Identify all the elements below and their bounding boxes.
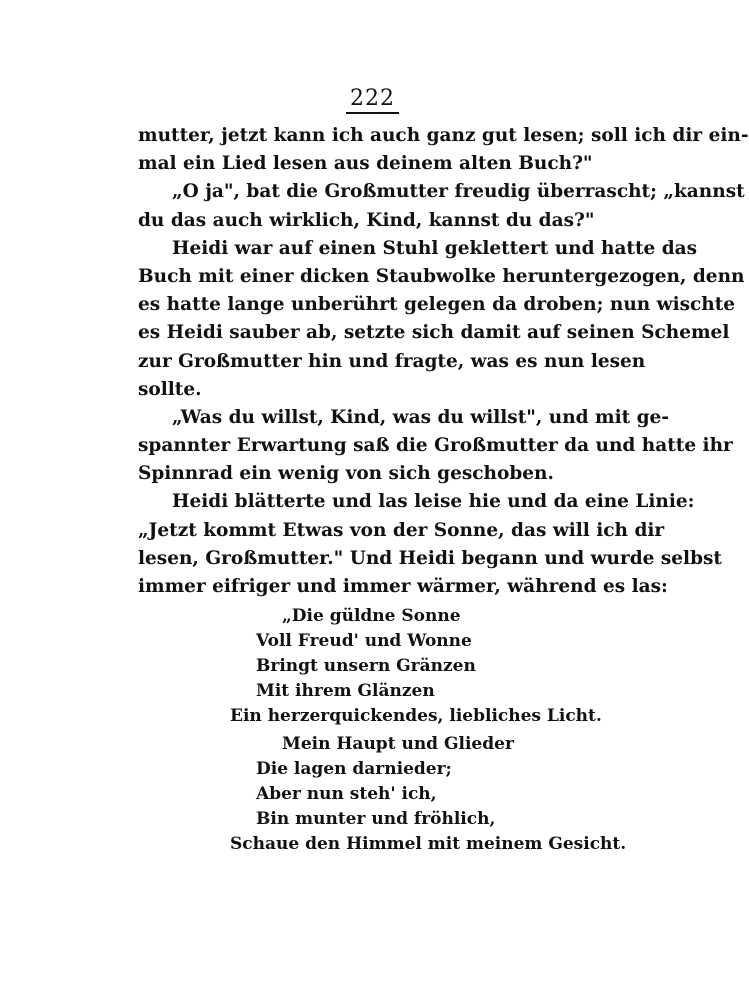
text-line: spannter Erwartung saß die Großmutter da und hatte ihr: [138, 435, 733, 457]
text-line: du das auch wirklich, Kind, kannst du das?": [138, 209, 595, 231]
text-line: immer eifriger und immer wärmer, während es las:: [138, 576, 668, 597]
paragraph: [138, 404, 733, 489]
poem-line: Die lagen darnieder;: [256, 759, 452, 779]
poem-line: Aber nun steh' ich,: [256, 784, 437, 804]
text-line: Heidi war auf einen Stuhl geklettert und hatte das: [172, 237, 698, 259]
text-line: mal ein Lied lesen aus deinem alten Buch?": [138, 153, 593, 175]
text-line: „Was du willst, Kind, was du willst", und mit ge-: [172, 406, 670, 428]
text-line: Heidi blätterte und las leise hie und da eine Linie:: [172, 491, 695, 513]
text-line: Spinnrad ein wenig von sich geschoben.: [138, 463, 554, 485]
body-text: [138, 122, 749, 601]
text-line: mutter, jetzt kann ich auch ganz gut lesen; soll ich dir ein-: [138, 125, 749, 146]
paragraph: [138, 122, 749, 178]
text-line: es hatte lange unberührt gelegen da droben; nun wischte: [138, 294, 736, 316]
text-line: sollte.: [138, 378, 202, 400]
text-line: lesen, Großmutter." Und Heidi begann und wurde selbst: [138, 547, 722, 569]
poem-line: Bin munter und fröhlich,: [256, 809, 496, 829]
page-number-text: 222: [346, 86, 399, 114]
text-line: Buch mit einer dicken Staubwolke heruntergezogen, denn: [138, 265, 745, 287]
poem-line: Bringt unsern Gränzen: [256, 656, 476, 676]
text-line: es Heidi sauber ab, setzte sich damit auf seinen Schemel: [138, 322, 730, 344]
poem-line: Voll Freud' und Wonne: [256, 631, 472, 651]
text-line: „O ja", bat die Großmutter freudig überrascht; „kannst: [172, 181, 745, 203]
paragraph: [138, 235, 745, 404]
poem-line: Ein herzerquickendes, liebliches Licht.: [230, 706, 602, 726]
paragraph: [138, 178, 745, 234]
text-line: zur Großmutter hin und fragte, was es nun lesen: [138, 350, 646, 372]
poem-line: Schaue den Himmel mit meinem Gesicht.: [230, 834, 627, 854]
text-line: „Jetzt kommt Etwas von der Sonne, das will ich dir: [138, 519, 665, 541]
poem-line: „Die güldne Sonne: [282, 606, 461, 626]
poem-line: Mit ihrem Glänzen: [256, 681, 435, 701]
paragraph: [138, 488, 722, 601]
poem-line: Mein Haupt und Glieder: [282, 734, 514, 754]
page-number: [0, 86, 735, 114]
